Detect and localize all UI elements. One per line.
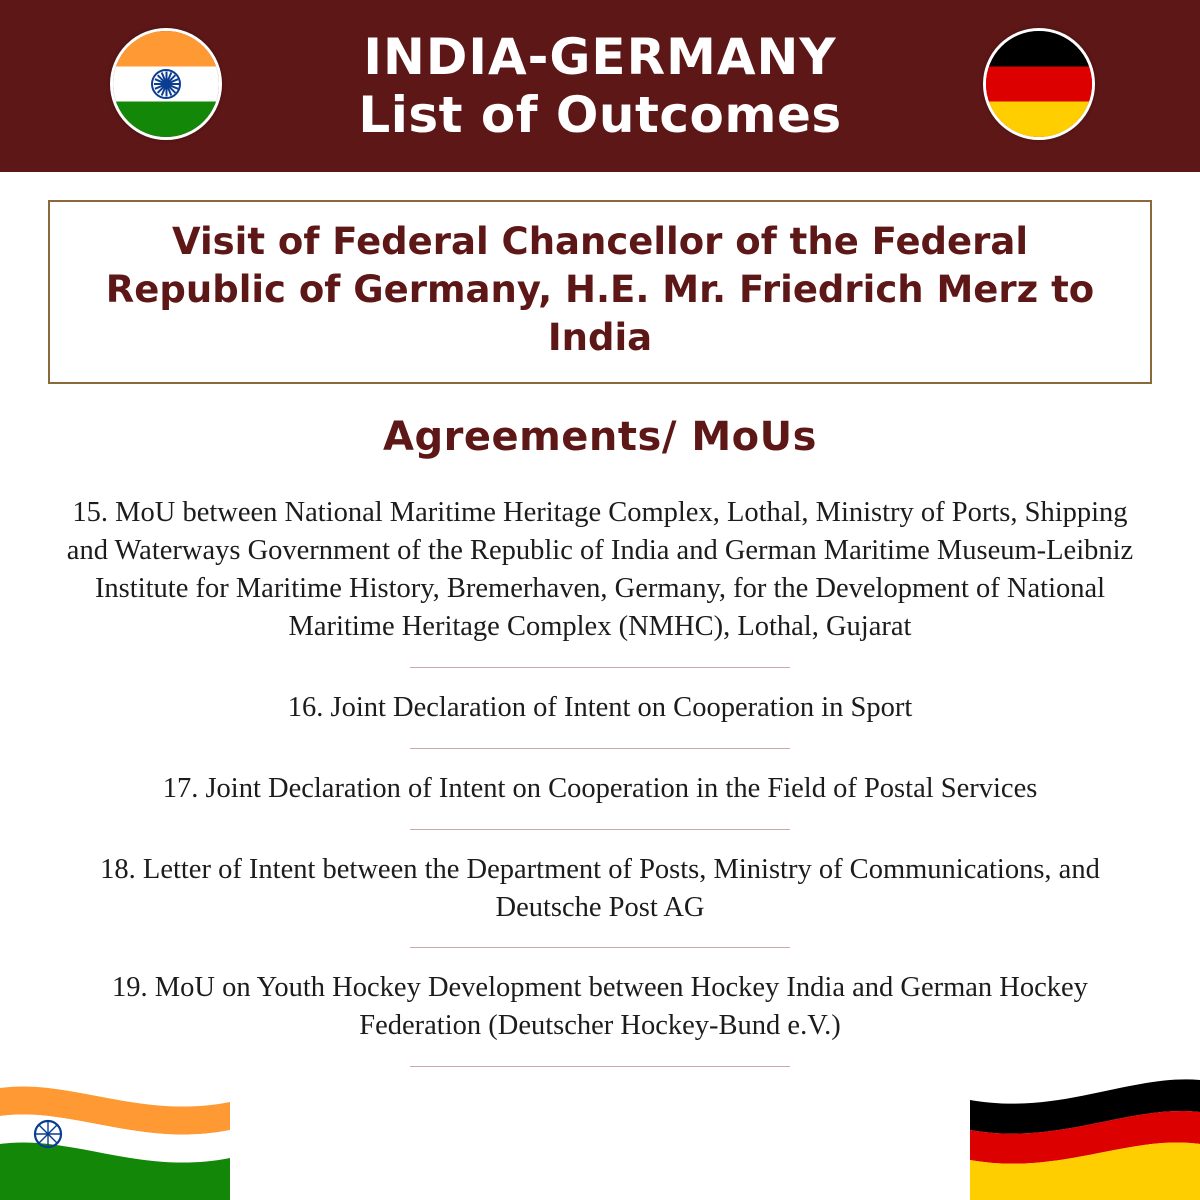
visit-text: Visit of Federal Chancellor of the Federal Republic of Germany, H.E. Mr. Friedrich Merz to India (105, 220, 1095, 360)
germany-flag-icon (983, 28, 1095, 140)
page-title (358, 30, 841, 142)
section-title: Agreements/ MoUs (383, 414, 817, 461)
item-divider (410, 947, 790, 948)
item-divider (410, 667, 790, 668)
list-item: 18. Letter of Intent between the Department of Posts, Ministry of Communications, and Deutsche Post AG (100, 853, 1100, 923)
india-flag-ribbon-icon (0, 1050, 230, 1200)
item-divider (410, 829, 790, 830)
outcomes-list (40, 494, 1160, 1067)
list-item: 16. Joint Declaration of Intent on Cooperation in Sport (287, 691, 913, 723)
item-divider (410, 748, 790, 749)
header-title-line1: INDIA-GERMANY (363, 28, 837, 86)
india-flag-icon (110, 28, 222, 140)
list-item: 17. Joint Declaration of Intent on Cooperation in the Field of Postal Services (162, 772, 1038, 804)
germany-flag-ribbon-icon (970, 1050, 1200, 1200)
visit-box (48, 200, 1152, 384)
header-banner (0, 0, 1200, 172)
header-title-line2: List of Outcomes (358, 86, 842, 144)
item-divider (410, 1066, 790, 1067)
list-item: 15. MoU between National Maritime Heritage Complex, Lothal, Ministry of Ports, Shipping and Waterways Government of the Republic of India and German Maritime Museum-Leibniz Institute for Maritime History, Bremerhaven, Germany, for the Development of National Maritime Heritage Complex (NMHC), Lothal, Gujarat (66, 497, 1134, 642)
list-item: 19. MoU on Youth Hockey Development between Hockey India and German Hockey Federation (Deutscher Hockey-Bund e.V.) (112, 972, 1088, 1042)
